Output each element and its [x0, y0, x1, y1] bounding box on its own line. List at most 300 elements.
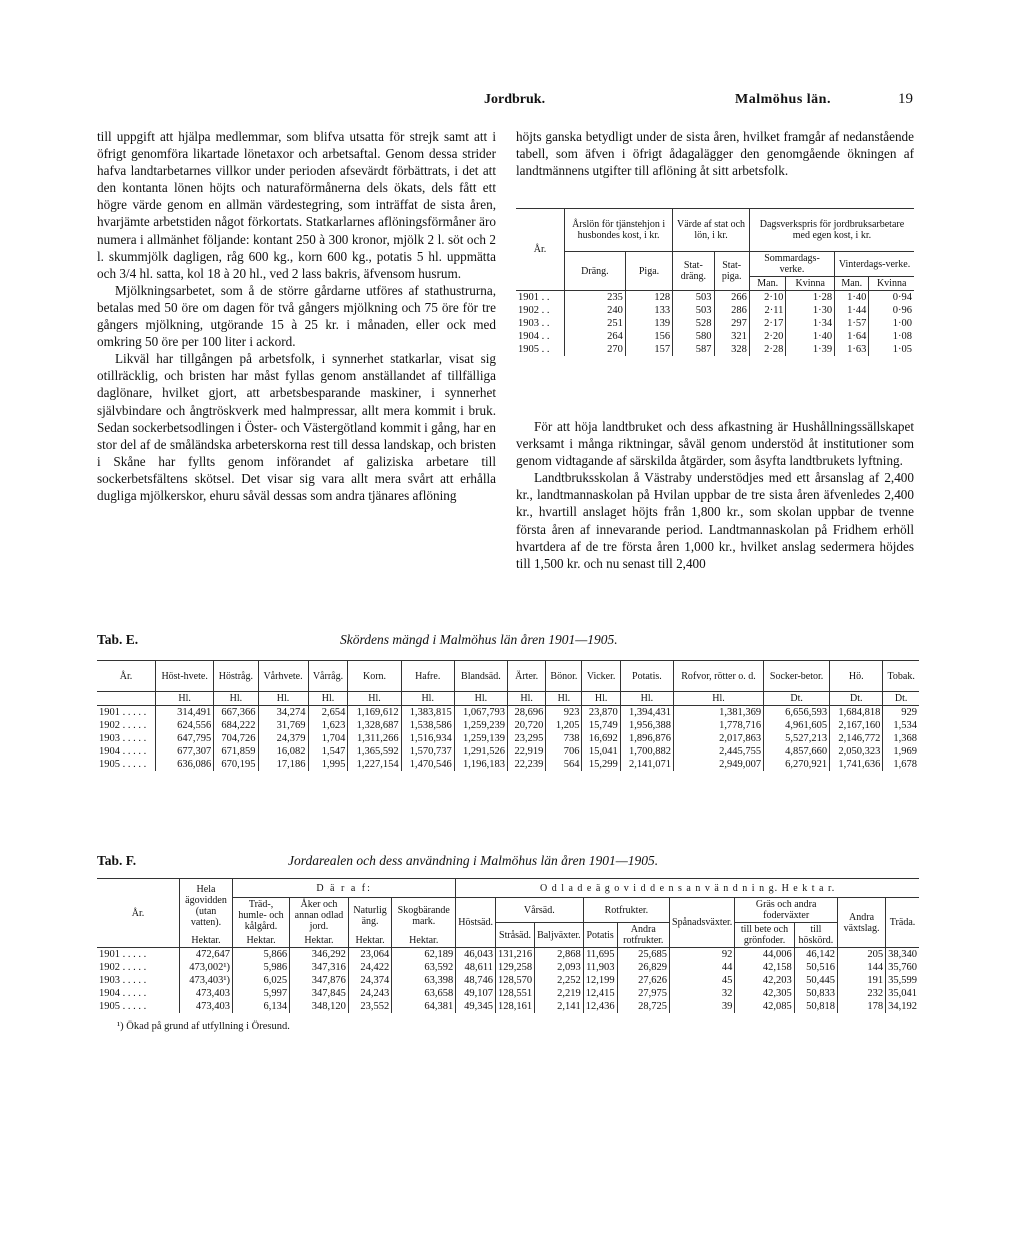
table-cell: 472,647: [180, 948, 233, 962]
table-cell: 34,192: [886, 1000, 919, 1013]
row-year: 1902 . . . . .: [99, 962, 147, 973]
table-cell: 1,700,882: [620, 745, 673, 758]
table-cell: 6,270,921: [764, 758, 830, 771]
table-cell: 1,311,266: [348, 732, 401, 745]
table-cell: 1,547: [308, 745, 348, 758]
table-cell: 50,818: [794, 1000, 837, 1013]
tabe-row: [97, 732, 919, 745]
table-cell: 286: [714, 304, 749, 317]
table-cell: 12,199: [583, 974, 617, 987]
table-cell: 2,167,160: [830, 719, 883, 732]
tabf-unit-2: Hektar.: [233, 933, 290, 947]
wage-sub-drang: Dräng.: [565, 252, 626, 291]
tabf-h-hoskord: till höskörd.: [794, 923, 837, 948]
table-cell: 738: [546, 732, 582, 745]
table-cell: 923: [546, 706, 582, 720]
table-cell: 27,975: [617, 987, 669, 1000]
tab-f-wrapper: [97, 878, 919, 1032]
wage-kvinna-2: Kvinna: [869, 277, 914, 291]
table-cell: 50,445: [794, 974, 837, 987]
tabe-unit: Hl.: [214, 692, 258, 706]
table-cell: 35,041: [886, 987, 919, 1000]
tabe-header: Vårråg.: [308, 661, 348, 692]
table-cell: 1,704: [308, 732, 348, 745]
table-cell: 473,403: [180, 987, 233, 1000]
table-cell: 647,795: [156, 732, 214, 745]
table-cell: 49,345: [456, 1000, 496, 1013]
table-cell: 44,006: [735, 948, 794, 962]
table-cell: 128,570: [495, 974, 534, 987]
table-cell: 131,216: [495, 948, 534, 962]
table-cell: 92: [670, 948, 735, 962]
table-cell: 347,316: [290, 961, 349, 974]
table-cell: 503: [673, 304, 714, 317]
tabe-header: Höst-hvete.: [156, 661, 214, 692]
table-cell: 2,141: [535, 1000, 584, 1013]
table-cell: 16,692: [582, 732, 620, 745]
table-cell: 6,656,593: [764, 706, 830, 720]
table-cell: 128: [625, 291, 672, 305]
table-cell: 15,749: [582, 719, 620, 732]
table-cell: 1,328,687: [348, 719, 401, 732]
tabe-unit: Hl.: [507, 692, 545, 706]
tab-f-table: [97, 878, 919, 1013]
table-cell: 17,186: [258, 758, 308, 771]
tabf-h-year: År.: [131, 907, 145, 919]
tabe-header: Bönor.: [546, 661, 582, 692]
table-cell: 473,002¹): [180, 961, 233, 974]
table-cell: 46,043: [456, 948, 496, 962]
tabe-header: Höstråg.: [214, 661, 258, 692]
table-cell: 156: [625, 330, 672, 343]
table-cell: 23,064: [348, 948, 391, 962]
table-cell: 27,626: [617, 974, 669, 987]
table-cell: 587: [673, 343, 714, 356]
row-year: 1902 . . . . .: [99, 720, 147, 731]
tab-e-caption: Skördens mängd i Malmöhus län åren 1901—1905.: [340, 632, 618, 647]
table-cell: 671,859: [214, 745, 258, 758]
table-cell: 270: [565, 343, 626, 356]
left-paragraph-1: till uppgift att hjälpa medlemmar, som blifva utsatta för strejk samt att i öfrigt genomföra likartade lönetaxor och arbetsaftal. Genom dessa strider hafva landtarbetarnes villkor under perioden afsevärdt förbättrats, i det att den kontanta lönen höjts och naturaförmånerna dels ökats, dels fått ett högre värde genom en allmän värdestegring, som inträffat de sista åren, hvarjämte arbetstiden något förkortats. Statkarlarnes aflöningsförmåner äro numera i allmänhet följande: kontant 250 à 300 kronor, mjölk 2 l. söt och 2 l. skummjölk dagligen, råg 600 kg., korn 600 kg., potatis 5 hl. uppmätta och 3/4 hl. satta, kol 18 à 20 hl., ved 2 lass bakris, äfvensom husrum.: [97, 129, 496, 281]
tabf-h-andra-vaxt: Andra växtslag.: [838, 898, 886, 948]
tabe-header: Vicker.: [582, 661, 620, 692]
tabe-header: Hafre.: [401, 661, 454, 692]
tabe-unit: Hl.: [258, 692, 308, 706]
table-cell: 205: [838, 948, 886, 962]
table-cell: 1,196,183: [454, 758, 507, 771]
wage-table: [516, 208, 914, 356]
table-cell: 2,017,863: [673, 732, 763, 745]
header-county: Malmöhus län.: [735, 92, 831, 107]
tabf-unit-1: Hektar.: [180, 933, 233, 947]
tabf-h-rotfr: Rotfrukter.: [583, 898, 669, 923]
table-cell: 929: [883, 706, 919, 720]
table-cell: 34,274: [258, 706, 308, 720]
tabe-unit: Hl.: [156, 692, 214, 706]
tabf-h-bete: till bete och grönfoder.: [735, 923, 794, 948]
tabe-header: Potatis.: [620, 661, 673, 692]
table-cell: 12,415: [583, 987, 617, 1000]
tabe-unit: Hl.: [454, 692, 507, 706]
wage-grp2: Värde af stat och lön, i kr.: [673, 209, 750, 252]
table-cell: 45: [670, 974, 735, 987]
table-cell: 39: [670, 1000, 735, 1013]
table-cell: 1,365,592: [348, 745, 401, 758]
table-cell: 28,725: [617, 1000, 669, 1013]
table-cell: 2·28: [749, 343, 786, 356]
right-intro-text: höjts ganska betydligt under de sista åren, hvilket framgår af nedanstående tabell, som äfven i öfrigt ådagalägger den genomgående ökningen af landtmännens utgifter till aflöning åt sitt arbetsfolk.: [516, 129, 914, 179]
table-cell: 348,120: [290, 1000, 349, 1013]
table-cell: 1,368: [883, 732, 919, 745]
table-cell: 63,398: [392, 974, 456, 987]
tabe-unit: [97, 692, 156, 706]
table-cell: 5,997: [233, 987, 290, 1000]
row-year: 1901 . .: [518, 292, 550, 303]
table-cell: 1,534: [883, 719, 919, 732]
table-cell: 1,741,636: [830, 758, 883, 771]
left-paragraph-2: Mjölkningsarbetet, som å de större gårdarne utföres af stathustrurna, betalas med 50 öre om dagen för två gångers mjölkning och 75 öre för tre gångers mjölkning, utgörande 15 à 25 kr. i månaden, eller ock med omkring 50 öre per 100 liter i ackord.: [97, 282, 496, 350]
table-cell: 1,067,793: [454, 706, 507, 720]
table-cell: 178: [838, 1000, 886, 1013]
tabf-h-varsad: Vårsäd.: [495, 898, 583, 923]
wage-kvinna-1: Kvinna: [786, 277, 835, 291]
header-section: Jordbruk.: [484, 92, 546, 107]
table-cell: 266: [714, 291, 749, 305]
tabe-row: [97, 706, 919, 720]
table-cell: 4,857,660: [764, 745, 830, 758]
table-cell: 1,394,431: [620, 706, 673, 720]
table-cell: 42,203: [735, 974, 794, 987]
tabe-unit: Hl.: [582, 692, 620, 706]
table-cell: 1·44: [835, 304, 869, 317]
table-cell: 1·28: [786, 291, 835, 305]
table-cell: 128,161: [495, 1000, 534, 1013]
left-column: [97, 128, 496, 504]
table-cell: 1·30: [786, 304, 835, 317]
table-cell: 28,696: [507, 706, 545, 720]
table-cell: 1·39: [786, 343, 835, 356]
row-year: 1902 . .: [518, 305, 550, 316]
table-cell: 328: [714, 343, 749, 356]
wage-row: [516, 343, 914, 356]
tabf-unit-4: Hektar.: [348, 933, 391, 947]
tab-f-footnote: ¹) Ökad på grund af utfyllning i Öresund.: [117, 1021, 290, 1032]
table-cell: 31,769: [258, 719, 308, 732]
tabf-unit-3: Hektar.: [290, 933, 349, 947]
row-year: 1904 . . . . .: [99, 988, 147, 999]
table-cell: 1,956,388: [620, 719, 673, 732]
table-cell: 1,383,815: [401, 706, 454, 720]
wage-grp3: Dagsverkspris för jordbruksarbetare med egen kost, i kr.: [749, 209, 914, 252]
table-cell: 2,252: [535, 974, 584, 987]
table-cell: 1,516,934: [401, 732, 454, 745]
page-number: 19: [898, 91, 913, 107]
tabf-h-potatis: Potatis: [583, 923, 617, 948]
table-cell: 1·40: [835, 291, 869, 305]
right-paragraph-1: För att höja landtbruket och dess afkastning är Hushållningssällskapet verksamt i många riktningar, såväl genom understöd åt institutioner som genom vidtagande af särskilda åtgärder, som åsyfta landtbrukets lyftning.: [516, 419, 914, 469]
wage-col-year: År.: [533, 244, 547, 255]
table-cell: 1,205: [546, 719, 582, 732]
table-cell: 1·34: [786, 317, 835, 330]
table-cell: 2·20: [749, 330, 786, 343]
table-cell: 50,516: [794, 961, 837, 974]
table-cell: 64,381: [392, 1000, 456, 1013]
table-cell: 1·63: [835, 343, 869, 356]
table-cell: 2,219: [535, 987, 584, 1000]
wage-sub-statdrang: Stat-dräng.: [673, 252, 714, 291]
table-cell: 63,658: [392, 987, 456, 1000]
table-cell: 1,291,526: [454, 745, 507, 758]
right-intro: [516, 128, 914, 179]
table-cell: 346,292: [290, 948, 349, 962]
table-cell: 11,695: [583, 948, 617, 962]
table-cell: 16,082: [258, 745, 308, 758]
table-cell: 48,746: [456, 974, 496, 987]
row-year: 1904 . .: [518, 331, 550, 342]
tabf-h-gras: Gräs och andra foderväxter: [735, 898, 838, 923]
tabe-header: År.: [119, 670, 133, 682]
table-cell: 2,050,323: [830, 745, 883, 758]
table-cell: 26,829: [617, 961, 669, 974]
wage-table-wrapper: [516, 208, 914, 356]
tabf-h-strasad: Stråsäd.: [495, 923, 534, 948]
table-cell: 24,374: [348, 974, 391, 987]
table-cell: 564: [546, 758, 582, 771]
tab-f-caption: Jordarealen och dess användning i Malmöhus län åren 1901—1905.: [288, 853, 659, 868]
row-year: 1903 . . . . .: [99, 975, 147, 986]
table-cell: 12,436: [583, 1000, 617, 1013]
wage-man-1: Man.: [749, 277, 786, 291]
table-cell: 1,678: [883, 758, 919, 771]
tabe-unit: Hl.: [546, 692, 582, 706]
table-cell: 5,866: [233, 948, 290, 962]
table-cell: 2,868: [535, 948, 584, 962]
left-paragraph-3: Likväl har tillgången på arbetsfolk, i synnerhet statkarlar, visat sig otillräcklig, och bristen har måst fyllas genom anställandet af tillfälliga daglönare, hvilket gjort, att arbetsbesparande maskiner, i synnerhet självbindare och ångtröskverk med halmpressar, allt mera kommit i bruk. Sedan sockerbetsodlingen i Öster- och Västergötland kommit i gång, har en stor del af de småländska arbeterskorna rest till dessa landskap, och bristen i Skåne har fyllts genom införandet af galiziska arbetare till sockerbetsfältens skötsel. Det visar sig vara allt mera svårt att erhålla dugliga mjölkerskor, ehuru såväl dessas som andra tjänares aflöning: [97, 351, 496, 503]
table-cell: 1,623: [308, 719, 348, 732]
table-cell: 2·10: [749, 291, 786, 305]
table-cell: 128,551: [495, 987, 534, 1000]
table-cell: 706: [546, 745, 582, 758]
wage-sub-summer: Sommardags-verke.: [749, 252, 834, 277]
table-cell: 1,969: [883, 745, 919, 758]
table-cell: 2,141,071: [620, 758, 673, 771]
table-cell: 232: [838, 987, 886, 1000]
table-cell: 667,366: [214, 706, 258, 720]
tabf-h-trada: Träda.: [886, 898, 919, 948]
row-year: 1904 . . . . .: [99, 746, 147, 757]
table-cell: 1,470,546: [401, 758, 454, 771]
table-cell: 347,845: [290, 987, 349, 1000]
table-cell: 528: [673, 317, 714, 330]
table-cell: 129,258: [495, 961, 534, 974]
tabf-row: [97, 974, 919, 987]
table-cell: 22,239: [507, 758, 545, 771]
table-cell: 670,195: [214, 758, 258, 771]
tabf-h-daraf: D ä r a f:: [233, 879, 456, 898]
tabf-h-balj: Baljväxter.: [535, 923, 584, 948]
tabe-row: [97, 758, 919, 771]
row-year: 1903 . .: [518, 318, 550, 329]
table-cell: 1,570,737: [401, 745, 454, 758]
wage-row: [516, 291, 914, 305]
tabe-unit: Dt.: [830, 692, 883, 706]
tabe-unit: Hl.: [348, 692, 401, 706]
table-cell: 42,305: [735, 987, 794, 1000]
table-cell: 297: [714, 317, 749, 330]
tabf-row: [97, 961, 919, 974]
tab-e-id: Tab. E.: [97, 632, 139, 647]
table-cell: 1,778,716: [673, 719, 763, 732]
table-cell: 677,307: [156, 745, 214, 758]
table-cell: 251: [565, 317, 626, 330]
table-cell: 1,684,818: [830, 706, 883, 720]
table-cell: 321: [714, 330, 749, 343]
tabf-h-odlade: O d l a d e ä g o v i d d e n s a n v ä n d n i n g. H e k t a r.: [456, 879, 919, 898]
table-cell: 1·57: [835, 317, 869, 330]
tabe-header: Blandsäd.: [454, 661, 507, 692]
table-cell: 0·96: [869, 304, 914, 317]
row-year: 1905 . . . . .: [99, 1001, 147, 1012]
tabf-row: [97, 948, 919, 962]
table-cell: 1,169,612: [348, 706, 401, 720]
table-cell: 23,295: [507, 732, 545, 745]
table-cell: 1,259,139: [454, 732, 507, 745]
tabe-row: [97, 719, 919, 732]
table-cell: 473,403: [180, 1000, 233, 1013]
table-cell: 15,299: [582, 758, 620, 771]
tabe-unit: Hl.: [620, 692, 673, 706]
table-cell: 503: [673, 291, 714, 305]
table-cell: 6,134: [233, 1000, 290, 1013]
tabf-h-spanad: Spånadsväxter.: [670, 898, 735, 948]
tabe-unit: Hl.: [308, 692, 348, 706]
tabe-header: Tobak.: [883, 661, 919, 692]
table-cell: 5,527,213: [764, 732, 830, 745]
table-cell: 157: [625, 343, 672, 356]
table-cell: 1·05: [869, 343, 914, 356]
tabe-header: Korn.: [348, 661, 401, 692]
table-cell: 32: [670, 987, 735, 1000]
tabf-h-aker: Åker och annan odlad jord.: [290, 898, 349, 934]
table-cell: 235: [565, 291, 626, 305]
table-cell: 1,995: [308, 758, 348, 771]
tabe-unit: Hl.: [673, 692, 763, 706]
table-cell: 62,189: [392, 948, 456, 962]
table-cell: 4,961,605: [764, 719, 830, 732]
tabe-unit: Dt.: [764, 692, 830, 706]
wage-sub-winter: Vinterdags-verke.: [835, 252, 914, 277]
table-cell: 50,833: [794, 987, 837, 1000]
table-cell: 23,870: [582, 706, 620, 720]
row-year: 1903 . . . . .: [99, 733, 147, 744]
table-cell: 48,611: [456, 961, 496, 974]
table-cell: 2·11: [749, 304, 786, 317]
table-cell: 2,146,772: [830, 732, 883, 745]
table-cell: 24,422: [348, 961, 391, 974]
row-year: 1901 . . . . .: [99, 949, 147, 960]
table-cell: 580: [673, 330, 714, 343]
row-year: 1905 . .: [518, 344, 550, 355]
tab-e-table: [97, 660, 919, 771]
table-cell: 20,720: [507, 719, 545, 732]
wage-row: [516, 317, 914, 330]
table-cell: 5,986: [233, 961, 290, 974]
table-cell: 704,726: [214, 732, 258, 745]
table-cell: 1·64: [835, 330, 869, 343]
table-cell: 23,552: [348, 1000, 391, 1013]
tabf-h-skog: Skogbärande mark.: [392, 898, 456, 934]
table-cell: 24,379: [258, 732, 308, 745]
tabe-header: Ärter.: [507, 661, 545, 692]
right-column: [516, 418, 914, 572]
table-cell: 624,556: [156, 719, 214, 732]
table-cell: 473,403¹): [180, 974, 233, 987]
tabe-unit: Hl.: [401, 692, 454, 706]
wage-sub-piga: Piga.: [625, 252, 672, 291]
table-cell: 240: [565, 304, 626, 317]
table-cell: 42,085: [735, 1000, 794, 1013]
tabf-h-total: Hela ägovidden (utan vatten).: [180, 879, 233, 934]
table-cell: 38,340: [886, 948, 919, 962]
table-cell: 44: [670, 961, 735, 974]
table-cell: 25,685: [617, 948, 669, 962]
table-cell: 684,222: [214, 719, 258, 732]
table-cell: 2,654: [308, 706, 348, 720]
table-cell: 24,243: [348, 987, 391, 1000]
table-cell: 6,025: [233, 974, 290, 987]
table-cell: 264: [565, 330, 626, 343]
table-cell: 133: [625, 304, 672, 317]
table-cell: 144: [838, 961, 886, 974]
table-cell: 139: [625, 317, 672, 330]
tabe-header: Rofvor, rötter o. d.: [673, 661, 763, 692]
tabf-row: [97, 1000, 919, 1013]
table-cell: 1,227,154: [348, 758, 401, 771]
table-cell: 22,919: [507, 745, 545, 758]
table-cell: 191: [838, 974, 886, 987]
right-paragraph-2: Landtbruksskolan å Västraby understödjes med ett årsanslag af 2,400 kr., landtmannaskolan på Hvilan uppbar de tre sista åren äfvenledes 2,400 kr., hvartill anslaget höjts från 1,800 kr., som skolan uppbar de tvenne första åren af innevarande period. Landtmannaskolan på Fridhem erhöll hvartdera af de tre första åren 1,000 kr., hvilket anslag sedermera höjdes till 1,500 kr. och nu senast till 2,400: [516, 470, 914, 571]
table-cell: 2·17: [749, 317, 786, 330]
tabf-row: [97, 987, 919, 1000]
tabe-header: Vårhvete.: [258, 661, 308, 692]
tab-f-id: Tab. F.: [97, 853, 137, 868]
table-cell: 1,381,369: [673, 706, 763, 720]
wage-man-2: Man.: [835, 277, 869, 291]
table-cell: 1,896,876: [620, 732, 673, 745]
table-cell: 2,949,007: [673, 758, 763, 771]
wage-grp1: Årslön för tjänstehjon i husbondes kost, i kr.: [565, 209, 673, 252]
table-cell: 347,876: [290, 974, 349, 987]
tabf-h-ang: Naturlig äng.: [348, 898, 391, 934]
table-cell: 314,491: [156, 706, 214, 720]
table-cell: 15,041: [582, 745, 620, 758]
tabe-unit: Dt.: [883, 692, 919, 706]
tabf-h-hostsad: Höstsäd.: [456, 898, 496, 948]
table-cell: 11,903: [583, 961, 617, 974]
tabf-h-andra-rot: Andra rotfrukter.: [617, 923, 669, 948]
table-cell: 1·08: [869, 330, 914, 343]
tab-e-wrapper: [97, 660, 919, 771]
row-year: 1901 . . . . .: [99, 707, 147, 718]
table-cell: 1,259,239: [454, 719, 507, 732]
table-cell: 2,093: [535, 961, 584, 974]
wage-sub-statpiga: Stat-piga.: [714, 252, 749, 291]
tabe-row: [97, 745, 919, 758]
table-cell: 636,086: [156, 758, 214, 771]
wage-row: [516, 330, 914, 343]
table-cell: 49,107: [456, 987, 496, 1000]
table-cell: 46,142: [794, 948, 837, 962]
